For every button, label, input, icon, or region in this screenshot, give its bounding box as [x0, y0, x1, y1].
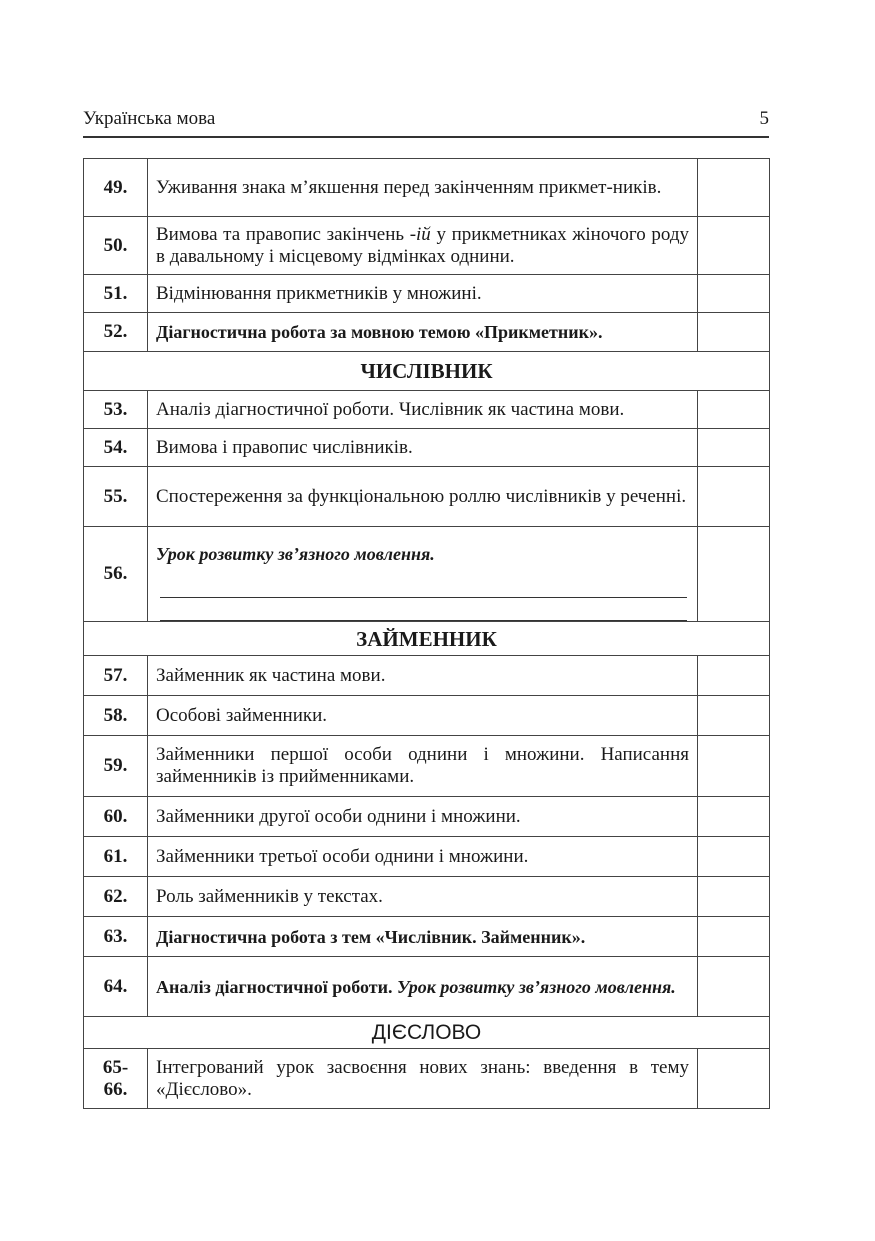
date-cell[interactable]: [698, 429, 770, 467]
lesson-number: 49.: [84, 159, 148, 217]
lesson-number: 56.: [84, 527, 148, 622]
lesson-topic: Діагностична робота з тем «Числівник. Займенник».: [156, 926, 586, 947]
date-cell[interactable]: [698, 527, 770, 622]
lesson-topic: Займенник як частина мови.: [156, 664, 386, 686]
lesson-number: 64.: [84, 957, 148, 1017]
section-row: [84, 352, 770, 391]
lesson-number: 61.: [84, 837, 148, 877]
lesson-topic: Аналіз діагностичної роботи. Числівник як частина мови.: [156, 398, 625, 420]
date-cell[interactable]: [698, 736, 770, 797]
date-cell[interactable]: [698, 467, 770, 527]
lesson-number: 51.: [84, 275, 148, 313]
section-row: [84, 1017, 770, 1049]
table-row: [84, 797, 770, 837]
page-header: [83, 106, 769, 138]
date-cell[interactable]: [698, 656, 770, 696]
lesson-number: 57.: [84, 656, 148, 696]
lesson-topic: Інтегрований урок засвоєння нових знань: введення в тему «Дієслово».: [156, 1056, 689, 1100]
table-row: [84, 217, 770, 275]
table-row: [84, 313, 770, 352]
date-cell[interactable]: [698, 391, 770, 429]
write-in-lines[interactable]: [156, 565, 689, 621]
running-title: Українська мова: [83, 108, 216, 129]
section-title: ЧИСЛІВНИК: [84, 352, 770, 391]
lesson-number: 50.: [84, 217, 148, 275]
table-row: [84, 877, 770, 917]
page-number: 5: [759, 108, 769, 129]
table-row: [84, 275, 770, 313]
lesson-number: 63.: [84, 917, 148, 957]
lesson-topic: Роль займенників у текстах.: [156, 885, 383, 907]
lesson-number: 53.: [84, 391, 148, 429]
lesson-number: 55.: [84, 467, 148, 527]
lesson-topic: Відмінювання прикметників у множині.: [156, 282, 482, 304]
date-cell[interactable]: [698, 159, 770, 217]
date-cell[interactable]: [698, 957, 770, 1017]
lesson-topic: Урок розвитку зв’язного мовлення.: [156, 544, 435, 564]
date-cell[interactable]: [698, 877, 770, 917]
table-row: [84, 1049, 770, 1109]
table-row: [84, 391, 770, 429]
date-cell[interactable]: [698, 313, 770, 352]
lesson-plan-table: [83, 158, 770, 1109]
lesson-topic: Вимова та правопис закінчень -ій у прикметниках жіночого роду в давальному і місцевому відмінках однини.: [156, 223, 689, 267]
table-row: [84, 656, 770, 696]
table-row: [84, 917, 770, 957]
date-cell[interactable]: [698, 275, 770, 313]
lesson-number: 58.: [84, 696, 148, 736]
lesson-number: 60.: [84, 797, 148, 837]
lesson-number: 52.: [84, 313, 148, 352]
lesson-topic: Діагностична робота за мовною темою «Прикметник».: [156, 322, 603, 342]
date-cell[interactable]: [698, 797, 770, 837]
date-cell[interactable]: [698, 696, 770, 736]
lesson-number: 54.: [84, 429, 148, 467]
blank-line[interactable]: [160, 598, 687, 621]
lesson-topic: Займенники третьої особи однини і множини.: [156, 845, 529, 867]
lesson-number: 62.: [84, 877, 148, 917]
section-title: ЗАЙМЕННИК: [84, 622, 770, 656]
section-title: ДІЄСЛОВО: [84, 1017, 770, 1049]
date-cell[interactable]: [698, 1049, 770, 1109]
date-cell[interactable]: [698, 837, 770, 877]
lesson-topic: Вимова і правопис числівників.: [156, 436, 413, 458]
table-row: [84, 159, 770, 217]
table-row: [84, 837, 770, 877]
blank-line[interactable]: [160, 575, 687, 598]
table-row: [84, 527, 770, 622]
date-cell[interactable]: [698, 917, 770, 957]
table-row: [84, 736, 770, 797]
lesson-number: 65- 66.: [84, 1049, 148, 1109]
table-row: [84, 696, 770, 736]
table-row: [84, 429, 770, 467]
lesson-topic: Особові займенники.: [156, 704, 328, 726]
lesson-topic: Аналіз діагностичної роботи. Урок розвитку зв’язного мовлення.: [156, 976, 676, 997]
lesson-topic: Займенники другої особи однини і множини.: [156, 805, 521, 827]
lesson-topic: Займенники першої особи однини і множини. Написання займенників із прийменниками.: [156, 744, 689, 787]
table-row: [84, 957, 770, 1017]
lesson-number: 59.: [84, 736, 148, 797]
date-cell[interactable]: [698, 217, 770, 275]
lesson-topic: Спостереження за функціональною роллю числівників у реченні.: [156, 485, 687, 507]
section-row: [84, 622, 770, 656]
lesson-topic: Уживання знака м’якшення перед закінченням прикмет-ників.: [156, 176, 662, 198]
table-row: [84, 467, 770, 527]
